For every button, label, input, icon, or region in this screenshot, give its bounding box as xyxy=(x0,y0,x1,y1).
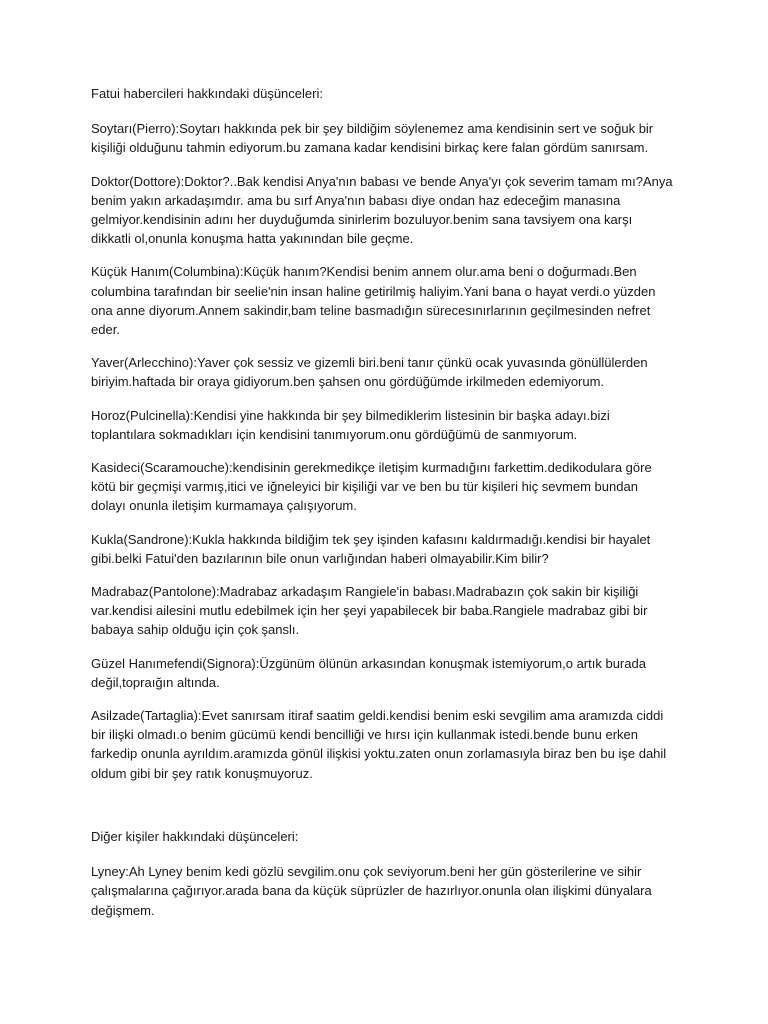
paragraph-arlecchino: Yaver(Arlecchino):Yaver çok sessiz ve gizemli biri.beni tanır çünkü ocak yuvasında gönüllülerden biriyim.haftada bir oraya gidiyorum.ben şahsen onu gördüğümde irkilmeden edemiyorum. xyxy=(91,355,648,390)
document-page xyxy=(91,84,681,934)
section-spacer xyxy=(91,797,681,827)
paragraph-pantalone: Madrabaz(Pantolone):Madrabaz arkadaşım Rangiele'in babası.Madrabazın çok sakin bir kişiliği var.kendisi ailesini mutlu edebilmek için her şeyi yapabilecek bir baba.Rangiele madrabaz gibi bir babaya sahip olduğu için çok şanslı. xyxy=(91,584,648,638)
paragraph-sandrone: Kukla(Sandrone):Kukla hakkında bildiğim tek şey işinden kafasını kaldırmadığı.kendisi bir hayalet gibi.belki Fatui'den bazılarının bile onun varlığından haberi olmayabilir.Kim bilir? xyxy=(91,531,651,566)
paragraph-pulcinella: Horoz(Pulcinella):Kendisi yine hakkında bir şey bilmediklerim listesinin bir başka adayı.bizi toplantılara sokmadıkları için kendisini tanımıyorum.onu gördüğümü de sanmıyorum. xyxy=(91,407,610,442)
paragraph-lyney: Lyney:Ah Lyney benim kedi gözlü sevgilim.onu çok seviyorum.beni her gün gösterilerine ve sihir çalışmalarına çağırıyor.arada bana da küçük süprüzler de hazırlıyor.onunla olan ilişkimi dünyalara değişmem. xyxy=(91,864,652,918)
paragraph-scaramouche: Kasideci(Scaramouche):kendisinin gerekmedikçe iletişim kurmadığını farkettim.dedikodulara göre kötü bir geçmişi varmış,itici ve iğneleyici bir kişiliği var ve ben bu tür kişileri hiç sevmem bundan dolayı onunla iletişim kurmamaya çalışıyorum. xyxy=(91,460,652,514)
section-heading-fatui: Fatui habercileri hakkındaki düşünceleri: xyxy=(91,86,323,101)
paragraph-signora: Güzel Hanımefendi(Signora):Üzgünüm ölünün arkasından konuşmak istemiyorum,o artık burada değil,topraığın altında. xyxy=(91,655,646,690)
paragraph-columbina: Küçük Hanım(Columbina):Küçük hanım?Kendisi benim annem olur.ama beni o doğurmadı.Ben columbina tarafından bir seelie'nin insan haline getirilmiş haliyim.Yani bana o hayat verdi.o yüzden ona anne diyorum.Annem sakindir,bam teline basmadığın sürecesınırlarının geçilmesinden nefret eder. xyxy=(91,264,656,338)
paragraph-pierro: Soytarı(Pierro):Soytarı hakkında pek bir şey bildiğim söylenemez ama kendisinin sert ve soğuk bir kişiliği olduğunu tahmin ediyorum.bu zamana kadar kendisini birkaç kere falan gördüm sanırsam. xyxy=(91,121,654,156)
paragraph-tartaglia: Asilzade(Tartaglia):Evet sanırsam itiraf saatim geldi.kendisi benim eski sevgilim ama aramızda ciddi bir ilişki olmadı.o benim gücümü kendi bencilliği ve hırsı için kullanmak istedi.bende bunu erken farkedip onunla ayrıldım.aramızda gönül ilişkisi yoktu.zaten onun zorlamasıyla biraz ben bu işe dahil oldum gibi bir şey ratık konuşmuyoruz. xyxy=(91,708,667,781)
section-heading-others: Diğer kişiler hakkındaki düşünceleri: xyxy=(91,828,299,844)
paragraph-dottore: Doktor(Dottore):Doktor?..Bak kendisi Anya'nın babası ve bende Anya'yı çok severim tamam mı?Anya benim yakın arkadaşımdır. ama bu sırf Anya'nın babası diye ondan haz edeceğim manasına gelmiyor.kendisinin adını her duyduğumda sinirlerim bozuluyor.benim sana tavsiyem ona karşı dikkatli ol,onunla konuşma hatta yakınından bile geçme. xyxy=(91,173,673,247)
